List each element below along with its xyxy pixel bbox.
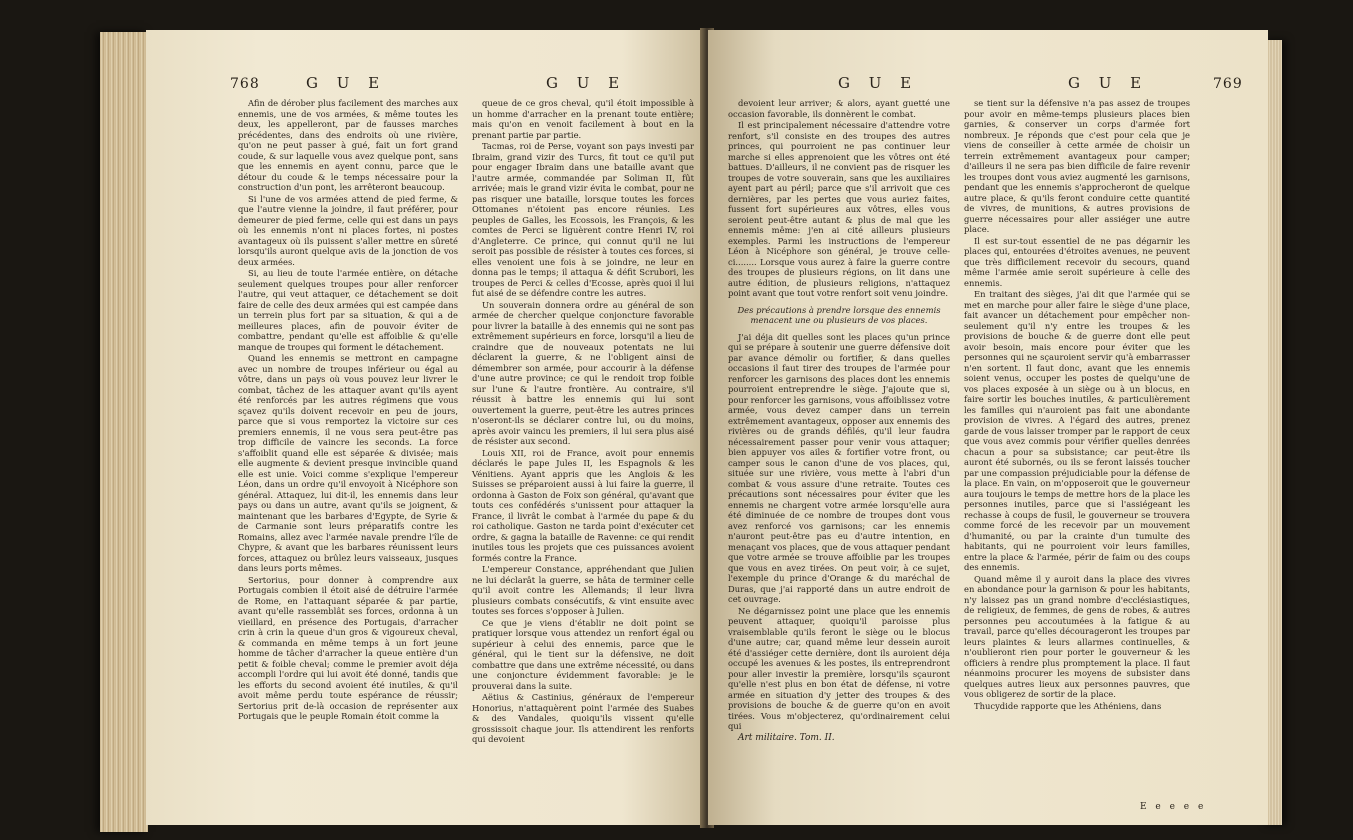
paragraph: Il est principalement nécessaire d'attendre votre renfort, s'il consiste en des troupes des autres princes, qui pourroient ne pas continuer leur marche si elles apprenoient que les vôtres ont été battues. D'ailleurs, il ne convient pas de risquer les troupes de votre souverain, sans que les auxiliaires ayent part au péril; parce que s'il arrivoit que ces dernières, par les pertes que vous auriez faites, fussent fort supérieures aux vôtres, elles vous seroient peut-être autant & plus de mal que les ennemis même: j'en ai cité ailleurs plusieurs exemples. Parmi les instructions de l'empereur Léon à Nicéphore son général, je trouve celle-ci........ Lorsque vous aurez à faire la guerre contre des troupes de plusieurs régions, on lit dans une autre édition, de plusieurs religions, n'attaquez point avant que tout votre renfort soit venu joindre. (728, 120, 950, 298)
section-heading: Des précautions à prendre lorsque des ennemis menacent une ou plusieurs de vos places. (737, 304, 941, 325)
left-column-1 (238, 98, 458, 723)
paragraph: Il est sur-tout essentiel de ne pas dégarnir les places qui, entourées d'étroites avenues, ne peuvent que très difficilement recevoir du secours, quand même l'armée amie seroit supérieure à celle des ennemis. (964, 235, 1190, 288)
paragraph: Si l'une de vos armées attend de pied ferme, & que l'autre vienne la joindre, il faut préférer, pour demeurer de pied ferme, celle qui est dans un pays où les ennemis n'ont ni places fortes, ni postes avantageux où ils puissent s'aller mettre en sûreté lorsqu'ils auront quelque avis de la jonction de vos deux armées. (238, 193, 458, 267)
paragraph: J'ai déja dit quelles sont les places qu'un prince qui se prépare à soutenir une guerre défensive doit par avance démolir ou fortifier, & dans quelles occasions il faut tirer des troupes de l'armée pour renforcer les garnisons des places dont les ennemis pourroient entreprendre le siège. J'ajoute que si, pour renforcer les garnisons, vous affoiblissez votre armée, vous devez camper dans un terrein extrêmement avantageux, opposer aux ennemis des rivières ou de grands défilés, qu'il leur faudra nécessairement passer pour venir vous attaquer; bien appuyer vos ailes & fortifier votre front, ou camper sous le canon d'une de vos places, qui, située sur une rivière, vous mette à l'abri d'un combat & vous assure d'une retraite. Toutes ces précautions sont nécessaires pour éviter que les ennemis ne chargent votre armée lorsqu'elle aura été diminuée de ce nombre de troupes dont vous avez renforcé vos garnisons; car les ennemis n'auront peut-être pas eu d'autre intention, en menaçant vos places, que de vous attaquer pendant que votre armée se trouve affoiblie par les troupes que vous en avez tirées. On peut voir, à ce sujet, l'exemple du prince d'Orange & du maréchal de Duras, que j'ai rapporté dans un autre endroit de cet ouvrage. (728, 331, 950, 604)
paragraph: Aëtius & Castinius, généraux de l'empereur Honorius, n'attaquèrent point l'armée des Suabes & des Vandales, quoiqu'ils vissent qu'elle grossissoit chaque jour. Ils attendirent les renforts qui devoient (472, 692, 694, 744)
paragraph: queue de ce gros cheval, qu'il étoit impossible à un homme d'arracher en la prenant toute entière; mais qu'on en venoit facilement à bout en la prenant partie par partie. (472, 98, 694, 140)
left-column-2 (472, 98, 694, 746)
paragraph: Sertorius, pour donner à comprendre aux Portugais combien il étoit aisé de détruire l'armée de Rome, en l'attaquant séparée & par partie, avant qu'elle rassemblât ses forces, ordonna à un vieillard, en présence des Portugais, d'arracher crin à crin la queue d'un gros & vigoureux cheval, & commanda en même temps à un fort jeune homme de tâcher d'arracher la queue entière d'un petit & foible cheval; comme le premier avoit déja accompli l'ordre qui lui avoit été donné, tandis que les efforts du second avoient été inutiles, & qu'il avoit même perdu toute espérance de réussir; Sertorius prit de-là occasion de représenter aux Portugais que le peuple Romain étoit comme la (238, 574, 458, 721)
paragraph: Quand les ennemis se mettront en campagne avec un nombre de troupes inférieur ou égal au vôtre, dans un pays où vous pouvez leur livrer le combat, tâchez de les attaquer avant qu'ils ayent été renforcés par les autres régimens que vous sçavez qu'ils doivent recevoir en peu de jours, parce que si vous remportez la victoire sur ces premiers ennemis, il ne vous sera peut-être pas trop difficile de vaincre les seconds. La force s'affoiblit quand elle est séparée & divisée; mais elle augmente & devient presque invincible quand elle est unie. Voici comme s'explique l'empereur Léon, dans un ordre qu'il envoyoit à Nicéphore son général. Attaquez, lui dit-il, les ennemis dans leur pays ou dans un autre, avant qu'ils se joignent, & maintenant que les barbares d'Egypte, de Syrie & de Carmanie sont leurs préparatifs contre les Romains, allez avec l'armée navale prendre l'île de Chypre, & avant que les barbares réunissent leurs forces, attaquez ou brûlez leurs vaisseaux, jusques dans leurs ports mêmes. (238, 353, 458, 573)
page-number-right: 769 (1213, 76, 1243, 92)
paragraph: Quand même il y auroit dans la place des vivres en abondance pour la garnison & pour les habitants, n'y laissez pas un grand nombre d'ecclésiastiques, de religieux, de femmes, de gens de robes, & autres personnes peu accoutumées à la fatigue & au travail, parce qu'elles décourageront les troupes par leurs plaintes & leurs allarmes continuelles, & n'oublieront rien pour porter le gouverneur & les officiers à rendre plus promptement la place. Il faut néanmoins procurer les moyens de subsister dans quelques autres lieux aux personnes pauvres, que vous obligerez de sortir de la place. (964, 573, 1190, 699)
paragraph: En traitant des sièges, j'ai dit que l'armée qui se met en marche pour aller faire le siège d'une place, fait avancer un détachement pour empêcher non-seulement qu'il n'y entre les troupes & les provisions de bouche & de guerre dont elle peut avoir besoin, mais encore pour éviter que les personnes qui ne sçauroient servir qu'à embarrasser n'en sortent. Il faut donc, avant que les ennemis soient venus, occuper les postes de quelqu'une de vos places exposée à un siège ou à un blocus, en faire sortir les bouches inutiles, & particulièrement les familles qui n'auroient pas fait une abondante provision de vivres. A l'égard des autres, prenez garde de vous laisser tromper par le rapport de ceux que vous avez commis pour vérifier quelles denrées chacun a pour sa subsistance; car peut-être ils auront été subornés, ou ils se feront laissés toucher par une compassion préjudiciable pour la défense de la place. En vain, on m'opposeroit que le gouverneur aura toujours le temps de mettre hors de la place les personnes inutiles, parce que si l'assiégeant les rechasse à coups de fusil, le gouverneur se trouvera comme forcé de les recevoir par un mouvement d'humanité, ou par la crainte d'un tumulte des habitants, qui ne pourroient voir leurs familles, entre la place & l'armée, périr de faim ou des coups des ennemis. (964, 289, 1190, 572)
paragraph: Afin de dérober plus facilement des marches aux ennemis, une de vos armées, & même toutes les deux, les appelleront, par de fausses marches précédentes, dans des endroits où une rivière, qu'on ne peut passer à gué, fait un fort grand coude, & sur laquelle vous avez quelque pont, sans que les ennemis en ayent connu, parce que le détour du coude & le temps nécessaire pour la construction d'un pont, les arrêteront beaucoup. (238, 98, 458, 192)
right-page (708, 30, 1268, 825)
book-edge-left (100, 32, 148, 832)
right-page-header (1213, 74, 1243, 92)
paragraph: Un souverain donnera ordre au général de son armée de chercher quelque conjoncture favorable pour livrer la bataille à des ennemis qui ne sont pas extrêmement supérieurs en force, lorsqu'il a lieu de craindre que de nouveaux potentats ne lui déclarent la guerre, & ne l'obligent ainsi de démembrer son armée, pour accourir à la défense d'une autre province; ce qui le rendoit trop foible sur l'une & l'autre frontière. Au contraire, s'il réussit à battre les ennemis qui lui sont ouvertement la guerre, peut-être les autres princes n'oseront-ils se déclarer contre lui, ou du moins, après avoir vaincu les premiers, il lui sera plus aisé de résister aux second. (472, 299, 694, 446)
left-running-head-1: G U E (306, 74, 387, 92)
paragraph: L'empereur Constance, appréhendant que Julien ne lui déclarât la guerre, se hâta de terminer celle qu'il avoit contre les Allemands; il leur livra plusieurs combats consécutifs, & vint ensuite avec toutes ses forces s'opposer à Julien. (472, 564, 694, 616)
paragraph: Ce que je viens d'établir ne doit point se pratiquer lorsque vous attendez un renfort égal ou supérieur à celui des ennemis, parce que le général, qui le tient sur la défensive, ne doit combattre que dans une extrême nécessité, ou dans une conjoncture évidemment favorable: je le prouverai dans la suite. (472, 617, 694, 691)
paragraph: devoient leur arriver; & alors, ayant guetté une occasion favorable, ils donnèrent le combat. (728, 98, 950, 119)
left-page (146, 30, 706, 825)
page-footer: Art militaire. Tom. II. (738, 732, 835, 743)
paragraph: Thucydide rapporte que les Athéniens, dans (974, 700, 1162, 711)
right-running-head-1: G U E (838, 74, 919, 92)
page-number-left: 768 (230, 76, 260, 92)
paragraph: se tient sur la défensive n'a pas assez de troupes pour avoir en même-temps plusieurs places bien garnies, & conserver un corps d'armée fort nombreux. Je réponds que c'est pour cela que je viens de conseiller à cette armée de choisir un terrein extrêmement avantageux pour camper; d'ailleurs il ne sera pas bien difficile de faire revenir les troupes dont vous aviez augmenté les garnisons, pendant que les ennemis s'approcheront de quelque autre place, & qu'ils feront conduire cette quantité de vivres, de munitions, & autres provisions de guerre nécessaires pour aller assiéger une autre place. (964, 98, 1190, 234)
paragraph: Louis XII, roi de France, avoit pour ennemis déclarés le pape Jules II, les Espagnols & les Vénitiens. Ayant appris que les Anglois & les Suisses se préparoient aussi à lui faire la guerre, il ordonna à Gaston de Foix son général, qu'avant que touts ces confédérés s'unissent pour attaquer la France, il livrât le combat à l'armée du pape & du roi catholique. Gaston ne tarda point d'exécuter cet ordre, & gagna la bataille de Ravenne: ce qui rendit inutiles tous les projets que ces puissances avoient formés contre la France. (472, 447, 694, 563)
left-running-head-2: G U E (546, 74, 627, 92)
left-page-header (230, 74, 260, 92)
paragraph: Ne dégarnissez point une place que les ennemis peuvent attaquer, quoiqu'il paroisse plus vraisemblable qu'ils feront le siège ou le blocus d'une autre; car, quand même leur dessein auroit été d'assiéger cette dernière, dont ils auroient déja occupé les avenues & les postes, ils entreprendront pour aller investir la première, lorsqu'ils sçauront qu'elle n'est plus en bon état de défense, ni votre armée en situation d'y jetter des troupes & des provisions de bouche & de guerre qu'on en avoit tirées. Vous m'objecterez, qu'ordinairement celui qui (728, 605, 950, 731)
paragraph: Tacmas, roi de Perse, voyant son pays investi par Ibraim, grand vizir des Turcs, fit tout ce qu'il put pour engager Ibraim dans une bataille avant que l'autre armée, commandée par Soliman II, fût arrivée; mais le grand vizir évita le combat, pour ne pas risquer une bataille, lorsque toutes les forces Ottomanes n'étoient pas encore réunies. Les peuples de Galles, les Ecossois, les François, & les comtes de Perci se liguèrent contre Henri IV, roi d'Angleterre. Ce prince, qui connut qu'il ne lui seroit pas possible de résister à toutes ces forces, si elles venoient une fois à se joindre, ne leur en donna pas le temps; il attaqua & défit Scrubori, les troupes de Perci & celles d'Ecosse, après quoi il lui fut aisé de se défendre contre les autres. (472, 141, 694, 298)
signature-mark: E e e e e (1140, 802, 1207, 812)
right-column-1 (728, 98, 950, 744)
right-running-head-2: G U E (1068, 74, 1149, 92)
paragraph: Si, au lieu de toute l'armée entière, on détache seulement quelques troupes pour aller renforcer l'autre, qui veut attaquer, ce détachement se doit faire de celle des deux armées qui est campée dans un terrein plus fort par sa situation, & qui a de meilleures places, afin de pouvoir éviter de combattre, pendant qu'elle est affoiblie & qu'elle manque de troupes qui forment le détachement. (238, 268, 458, 352)
right-column-2 (964, 98, 1190, 712)
